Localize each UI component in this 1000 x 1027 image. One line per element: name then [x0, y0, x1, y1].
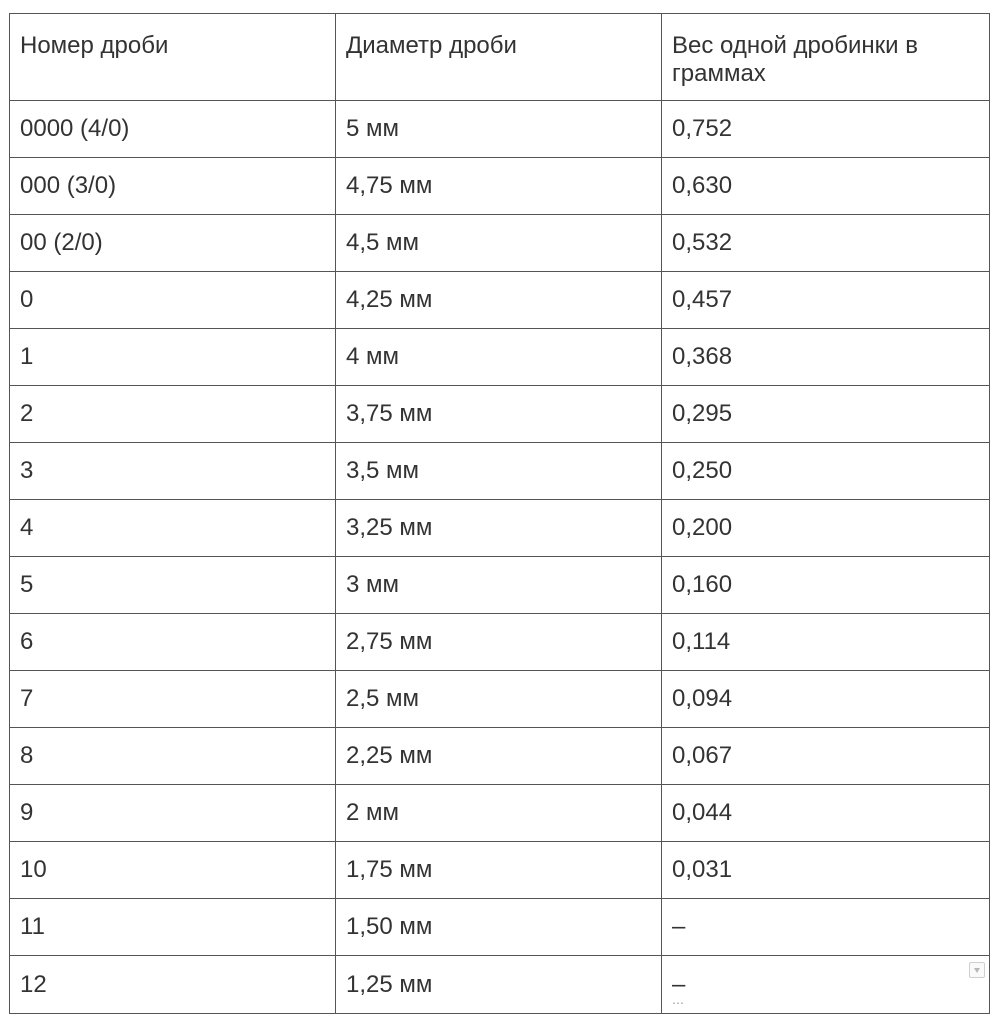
cell-diameter: 4,5 мм	[336, 215, 662, 272]
cell-weight: 0,532	[662, 215, 990, 272]
shot-table-container	[9, 13, 989, 1014]
dropdown-arrow-icon[interactable]	[969, 962, 985, 978]
table-row	[10, 785, 990, 842]
cell-shot-number: 4	[10, 500, 336, 557]
cell-weight: 0,368	[662, 329, 990, 386]
cell-diameter: 1,25 мм	[336, 956, 662, 1014]
table-header-row	[10, 14, 990, 101]
cell-weight: 0,250	[662, 443, 990, 500]
cell-diameter: 4 мм	[336, 329, 662, 386]
table-row	[10, 158, 990, 215]
table-row	[10, 671, 990, 728]
cell-shot-number: 000 (3/0)	[10, 158, 336, 215]
cell-weight: 0,114	[662, 614, 990, 671]
header-pellet-weight: Вес одной дробинки в граммах	[662, 14, 990, 101]
cell-shot-number: 5	[10, 557, 336, 614]
cell-weight: 0,752	[662, 101, 990, 158]
cell-diameter: 2 мм	[336, 785, 662, 842]
cell-diameter: 5 мм	[336, 101, 662, 158]
cell-shot-number: 00 (2/0)	[10, 215, 336, 272]
table-row	[10, 500, 990, 557]
cell-shot-number: 6	[10, 614, 336, 671]
ellipsis-icon: ⋯	[672, 996, 685, 1010]
cell-shot-number: 12	[10, 956, 336, 1014]
cell-weight: 0,200	[662, 500, 990, 557]
table-row	[10, 386, 990, 443]
cell-weight: 0,160	[662, 557, 990, 614]
cell-diameter: 4,25 мм	[336, 272, 662, 329]
table-row	[10, 557, 990, 614]
table-row	[10, 842, 990, 899]
cell-diameter: 3,25 мм	[336, 500, 662, 557]
table-row	[10, 215, 990, 272]
cell-shot-number: 10	[10, 842, 336, 899]
cell-weight: –	[662, 899, 990, 956]
cell-weight: 0,094	[662, 671, 990, 728]
cell-weight: 0,031	[662, 842, 990, 899]
cell-diameter: 3,5 мм	[336, 443, 662, 500]
cell-shot-number: 1	[10, 329, 336, 386]
cell-diameter: 2,25 мм	[336, 728, 662, 785]
header-shot-diameter: Диаметр дроби	[336, 14, 662, 101]
table-row	[10, 956, 990, 1014]
cell-weight: 0,044	[662, 785, 990, 842]
cell-shot-number: 8	[10, 728, 336, 785]
cell-diameter: 1,75 мм	[336, 842, 662, 899]
table-row	[10, 329, 990, 386]
cell-shot-number: 0	[10, 272, 336, 329]
cell-diameter: 3,75 мм	[336, 386, 662, 443]
header-shot-number: Номер дроби	[10, 14, 336, 101]
table-row	[10, 443, 990, 500]
cell-diameter: 3 мм	[336, 557, 662, 614]
table-row	[10, 728, 990, 785]
cell-weight: 0,630	[662, 158, 990, 215]
cell-diameter: 2,5 мм	[336, 671, 662, 728]
table-row	[10, 899, 990, 956]
cell-weight: 0,295	[662, 386, 990, 443]
cell-weight: 0,457	[662, 272, 990, 329]
cell-weight: 0,067	[662, 728, 990, 785]
cell-diameter: 2,75 мм	[336, 614, 662, 671]
cell-shot-number: 3	[10, 443, 336, 500]
cell-shot-number: 2	[10, 386, 336, 443]
table-row	[10, 614, 990, 671]
cell-weight: –	[672, 970, 686, 998]
cell-shot-number: 11	[10, 899, 336, 956]
table-row	[10, 272, 990, 329]
table-row	[10, 101, 990, 158]
cell-diameter: 4,75 мм	[336, 158, 662, 215]
cell-shot-number: 9	[10, 785, 336, 842]
cell-shot-number: 7	[10, 671, 336, 728]
cell-shot-number: 0000 (4/0)	[10, 101, 336, 158]
cell-diameter: 1,50 мм	[336, 899, 662, 956]
shot-size-table	[9, 13, 990, 1014]
cell-weight-with-menu[interactable]	[662, 956, 990, 1014]
